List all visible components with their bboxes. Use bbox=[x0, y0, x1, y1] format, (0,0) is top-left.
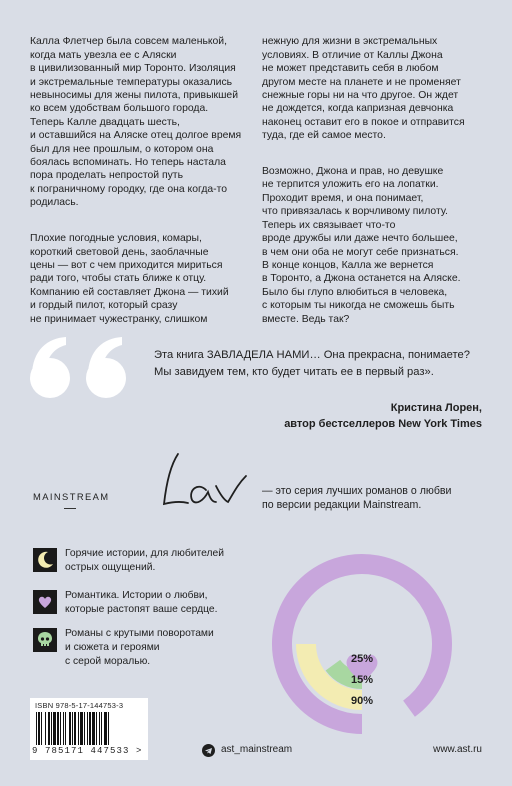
blurb-paragraph: нежную для жизни в экстремальных условиях. В отличие от Каллы Джона не может представить себя в любом другом месте на планете и не променяет снежные горы ни на что другое. Он ждет не дождется, когда капризная девчонка наконец оставит его в покое и отправится туда, где ей самое место. bbox=[262, 36, 465, 142]
barcode-bars bbox=[36, 712, 142, 745]
donut-label-twists: 15% bbox=[350, 674, 374, 686]
lav-logo bbox=[150, 446, 260, 516]
blurb-right-column bbox=[262, 22, 490, 348]
social-handle-text: ast_mainstream bbox=[221, 744, 293, 755]
telegram-icon bbox=[202, 744, 215, 757]
legend-label: Романтика. Истории о любви, которые растопят ваше сердце. bbox=[65, 590, 218, 615]
donut-chart bbox=[262, 544, 462, 744]
blurb-paragraph: Возможно, Джона и прав, но девушке не терпится уложить его на лопатки. Проходит время, и она понимает, что привязалась к ворчливому пилоту. Теперь их связывает что-то вроде дружбы или даже нечто большее, в чем они оба не могут себе признаться. В конце концов, Калла же вернется в Торонто, а Джона останется на Аляске. Было бы глупо влюбиться в человека, с которым ты никогда не сможешь быть вместе. Ведь так? bbox=[262, 166, 461, 325]
barcode-digits: 9 785171 447533 > bbox=[32, 746, 143, 756]
logo-underline bbox=[64, 508, 76, 509]
blurb-paragraph: Калла Флетчер была совсем маленькой, когда мать увезла ее с Аляски в цивилизованный мир Торонто. Изоляция и экстремальные температуры оказались невыносимы для жены пилота, привыкшей ко всем удобствам большого города. Теперь Калле двадцать шесть, и оставшийся на Аляске отец долгое время был для нее прошлым, о котором она боялась вспоминать. Но теперь настала пора проделать непростой путь к пограничному городку, где она когда-то родилась. bbox=[30, 36, 242, 209]
skull-icon bbox=[33, 628, 57, 652]
quote-text: Эта книга ЗАВЛАДЕЛА НАМИ… Она прекрасна, понимаете? Мы завидуем тем, кто будет читать ее в первый раз». bbox=[154, 349, 470, 378]
isbn-label: ISBN 978-5-17-144753-3 bbox=[35, 701, 124, 710]
mainstream-logo: MAINSTREAM bbox=[33, 491, 110, 502]
quote-marks-icon bbox=[26, 336, 136, 400]
blurb-left-column bbox=[30, 22, 252, 348]
donut-label-romance: 90% bbox=[350, 695, 374, 707]
moon-icon bbox=[33, 548, 57, 572]
blurb-paragraph: Плохие погодные условия, комары, короткий световой день, заоблачные цены — вот с чем приходится мириться ради того, чтобы стать ближе к отцу. Компанию ей составляет Джона — тихий и гордый пилот, который сразу не принимает чужестранку, слишком bbox=[30, 233, 229, 325]
barcode bbox=[30, 698, 148, 760]
quote-author: Кристина Лорен, автор бестселлеров New York Times bbox=[284, 402, 482, 430]
website-link[interactable]: www.ast.ru bbox=[433, 744, 482, 755]
heart-icon bbox=[33, 590, 57, 614]
legend-label: Романы с крутыми поворотами и сюжета и героями с серой моралью. bbox=[65, 628, 214, 667]
series-description: — это серия лучших романов о любви по версии редакции Mainstream. bbox=[262, 485, 452, 511]
donut-label-hot: 25% bbox=[350, 653, 374, 665]
legend-label: Горячие истории, для любителей острых ощущений. bbox=[65, 548, 224, 573]
